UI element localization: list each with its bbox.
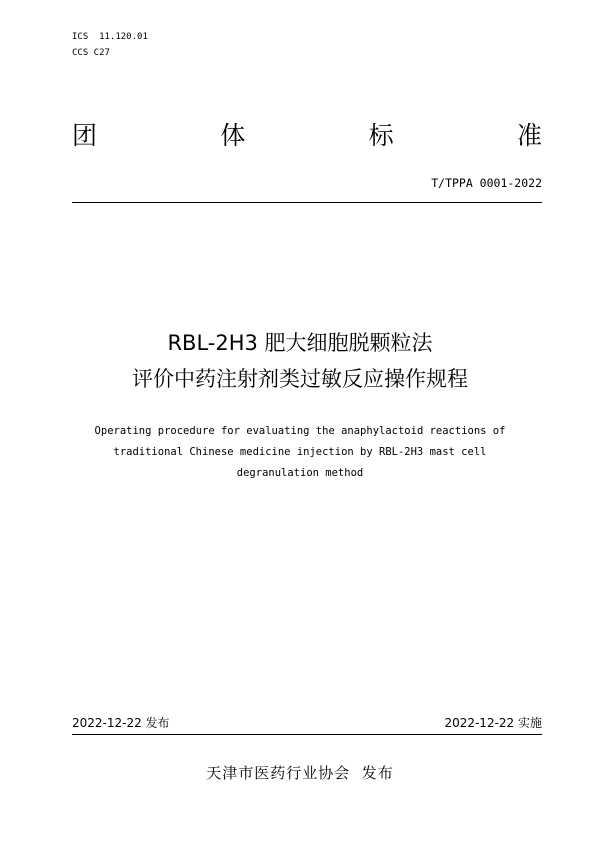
english-title-line: traditional Chinese medicine injection by RBL-2H3 mast cell: [113, 446, 487, 458]
implement-date: 2022-12-22 实施: [444, 716, 542, 730]
ccs-code: CCS C27: [72, 48, 110, 58]
standard-type-char: 标: [368, 121, 394, 150]
ics-code: ICS 11.120.01: [72, 32, 148, 42]
standard-type-char: 体: [220, 121, 246, 150]
chinese-title: [0, 325, 600, 397]
bottom-divider: [72, 734, 542, 735]
publisher: 天津市医药行业协会 发布: [206, 764, 394, 782]
english-title-line: degranulation method: [236, 467, 364, 479]
chinese-title-line: RBL-2H3 肥大细胞脱颗粒法: [167, 331, 433, 355]
english-title-line: Operating procedure for evaluating the anaphylactoid reactions of: [94, 425, 506, 437]
standard-number: T/TPPA 0001-2022: [431, 176, 542, 190]
chinese-title-line: 评价中药注射剂类过敏反应操作规程: [132, 367, 468, 391]
issue-date: 2022-12-22 发布: [72, 716, 170, 730]
standard-type-char: 团: [72, 121, 98, 150]
standard-type-char: 准: [516, 121, 542, 150]
top-divider: [72, 202, 542, 203]
english-title: [0, 421, 600, 484]
standard-type-title: [72, 118, 542, 154]
classification-codes: [72, 29, 148, 61]
